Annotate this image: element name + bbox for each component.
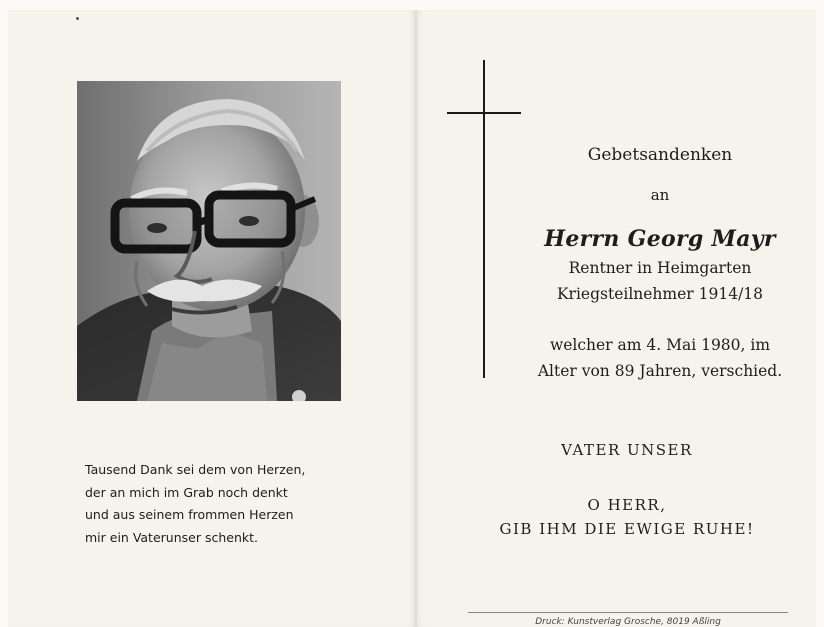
poem-line: mir ein Vaterunser schenkt. xyxy=(85,529,258,545)
poem-line: und aus seinem frommen Herzen xyxy=(85,507,294,522)
portrait-illustration xyxy=(77,81,341,401)
cross-icon-bar xyxy=(447,112,521,114)
prayer-heading: VATER UNSER xyxy=(561,441,693,459)
closing-prayer-line: GIB IHM DIE EWIGE RUHE! xyxy=(499,520,755,538)
dedication-word: an xyxy=(650,186,670,204)
printer-divider xyxy=(468,612,788,613)
center-fold xyxy=(415,10,417,627)
closing-prayer-line: O HERR, xyxy=(587,496,667,514)
cross-icon xyxy=(483,60,485,378)
paper-speck xyxy=(76,17,79,20)
death-age-line: Alter von 89 Jahren, verschied. xyxy=(537,362,783,380)
card-title: Gebetsandenken xyxy=(587,145,733,165)
portrait-photo xyxy=(77,81,341,401)
poem-line: der an mich im Grab noch denkt xyxy=(85,484,288,500)
deceased-name: Herrn Georg Mayr xyxy=(544,226,776,252)
death-date-line: welcher am 4. Mai 1980, im xyxy=(549,336,771,354)
war-service-line: Kriegsteilnehmer 1914/18 xyxy=(556,285,764,303)
occupation-line: Rentner in Heimgarten xyxy=(568,259,752,277)
printer-credit: Druck: Kunstverlag Grosche, 8019 Aßling xyxy=(535,617,721,627)
memorial-poem xyxy=(85,459,385,549)
poem-line: Tausend Dank sei dem von Herzen, xyxy=(85,462,306,477)
